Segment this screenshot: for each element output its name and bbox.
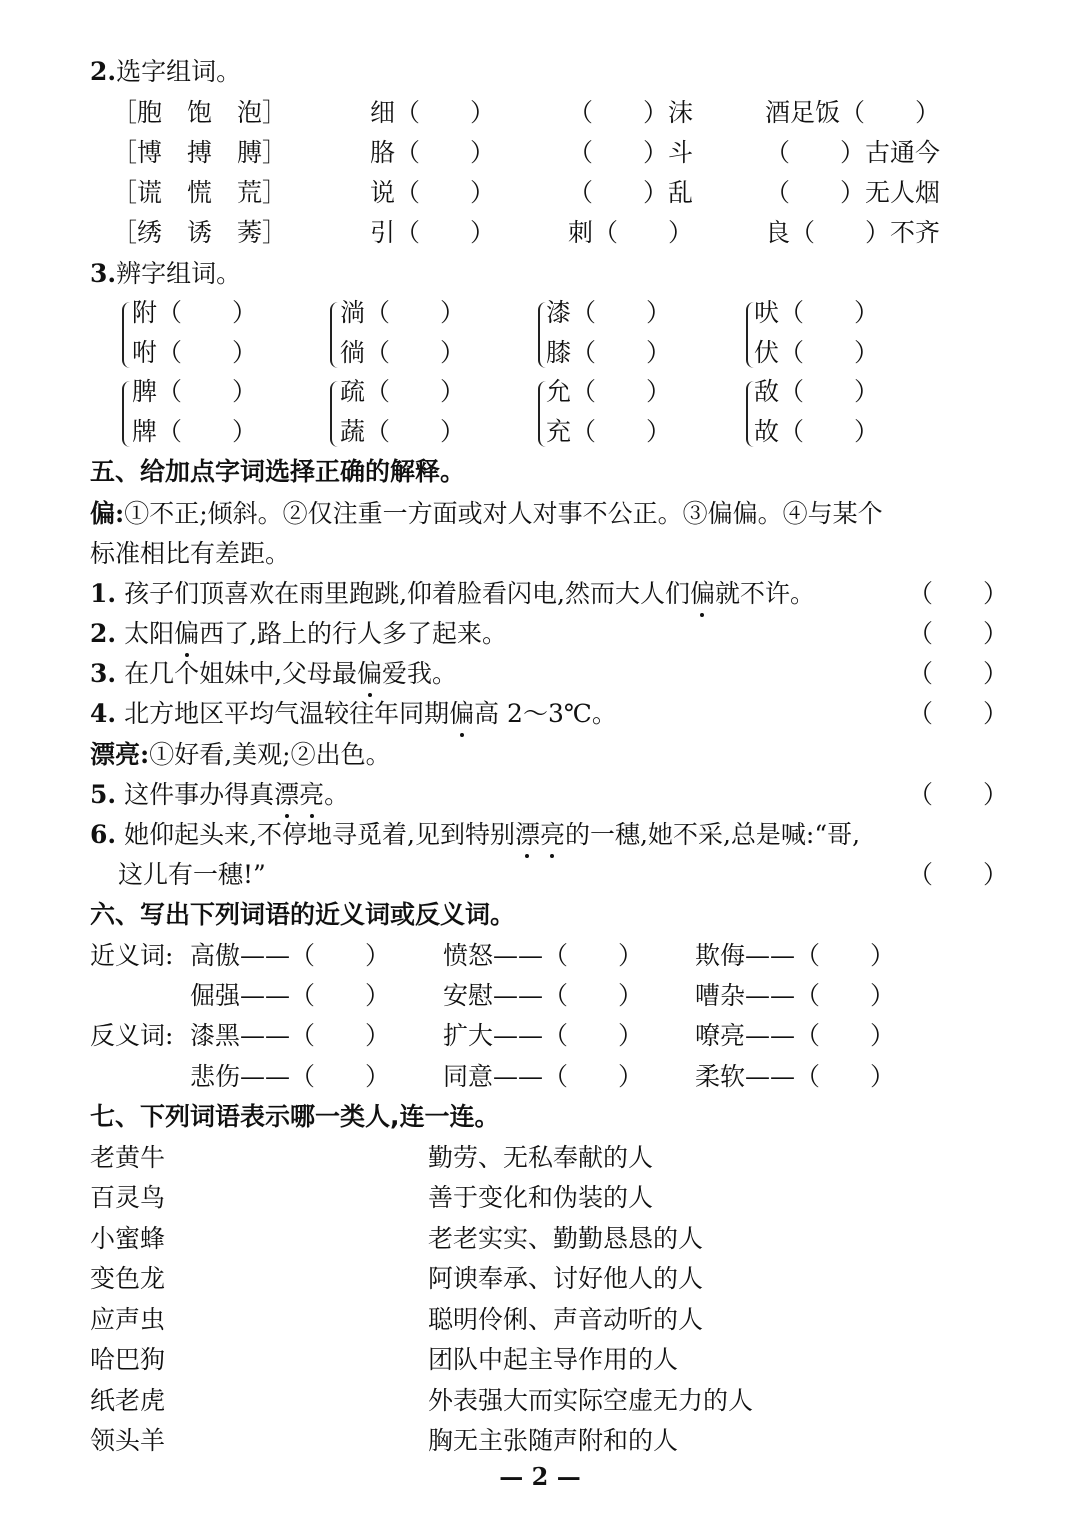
definition-piaoliang: 漂亮:①好看,美观;②出色。 [90,740,391,769]
char-pair-top[interactable]: 附（ ） [132,298,258,327]
question-4: 4. 北方地区平均气温较往年同期偏高 2～3℃。 [90,697,617,731]
word-pair[interactable]: 同意——（ ） [443,1062,644,1091]
word-pair[interactable]: 嘈杂——（ ） [695,981,896,1010]
question-5: 5. 这件事办得真漂亮。 [90,778,349,812]
definition-pian-cont: 标准相比有差距。 [90,539,291,568]
brace [538,381,546,447]
match-right-item[interactable]: 善于变化和伪装的人 [428,1183,654,1212]
char-pair-bottom[interactable]: 徜（ ） [340,338,466,367]
antonym-label: 反义词: [90,1021,174,1050]
char-pair-top[interactable]: 淌（ ） [340,298,466,327]
question-6-cont: 这儿有一穗!” [118,860,266,889]
answer-blank[interactable]: （ ） [908,780,1009,809]
answer-blank[interactable]: （ ） [908,860,1009,889]
brace [330,381,338,447]
match-right-item[interactable]: 外表强大而实际空虚无力的人 [428,1386,754,1415]
answer-blank[interactable]: （ ） [908,579,1009,608]
match-right-item[interactable]: 勤劳、无私奉献的人 [428,1143,654,1172]
brace [330,302,338,368]
char-set-1: ［胞 饱 泡］ [112,98,288,127]
word-blank[interactable]: 胳（ ） [370,138,496,167]
definition-pian: 偏:①不正;倾斜。②仅注重一方面或对人对事不公正。③偏偏。④与某个 [90,499,883,528]
char-pair-top[interactable]: 漆（ ） [546,298,672,327]
page-number: — 2 — [499,1462,581,1491]
brace [746,381,754,447]
section-5-heading: 五、给加点字词选择正确的解释。 [90,457,466,486]
match-right-item[interactable]: 老老实实、勤勤恳恳的人 [428,1224,704,1253]
word-pair[interactable]: 欺侮——（ ） [695,941,896,970]
brace [122,381,130,447]
char-pair-top[interactable]: 疏（ ） [340,377,466,406]
match-left-item[interactable]: 领头羊 [90,1426,166,1455]
synonym-label: 近义词: [90,941,174,970]
match-right-item[interactable]: 阿谀奉承、讨好他人的人 [428,1264,704,1293]
char-pair-top[interactable]: 允（ ） [546,377,672,406]
char-pair-top[interactable]: 吠（ ） [754,298,880,327]
match-left-item[interactable]: 哈巴狗 [90,1345,166,1374]
word-blank[interactable]: （ ）沫 [568,98,694,127]
word-blank[interactable]: 说（ ） [370,178,496,207]
match-right-item[interactable]: 聪明伶俐、声音动听的人 [428,1305,704,1334]
answer-blank[interactable]: （ ） [908,659,1009,688]
match-left-item[interactable]: 百灵鸟 [90,1183,166,1212]
word-blank[interactable]: （ ）乱 [568,178,694,207]
word-blank[interactable]: 引（ ） [370,218,496,247]
match-left-item[interactable]: 小蜜蜂 [90,1224,166,1253]
word-pair[interactable]: 倔强——（ ） [190,981,391,1010]
match-left-item[interactable]: 变色龙 [90,1264,166,1293]
brace [746,302,754,368]
word-blank[interactable]: 良（ ）不齐 [765,218,941,247]
word-blank[interactable]: 细（ ） [370,98,496,127]
section-2-title: 2.选字组词。 [90,57,242,86]
question-2: 2. 太阳偏西了,路上的行人多了起来。 [90,617,507,651]
word-pair[interactable]: 扩大——（ ） [443,1021,644,1050]
section-6-heading: 六、写出下列词语的近义词或反义词。 [90,900,516,929]
section-3-title: 3.辨字组词。 [90,259,242,288]
word-blank[interactable]: （ ）无人烟 [765,178,941,207]
char-set-2: ［博 搏 膊］ [112,138,288,167]
match-right-item[interactable]: 团队中起主导作用的人 [428,1345,679,1374]
answer-blank[interactable]: （ ） [908,619,1009,648]
char-pair-bottom[interactable]: 充（ ） [546,417,672,446]
match-left-item[interactable]: 老黄牛 [90,1143,166,1172]
char-pair-bottom[interactable]: 牌（ ） [132,417,258,446]
answer-blank[interactable]: （ ） [908,699,1009,728]
char-pair-bottom[interactable]: 膝（ ） [546,338,672,367]
brace [538,302,546,368]
word-blank[interactable]: 酒足饭（ ） [765,98,941,127]
match-left-item[interactable]: 应声虫 [90,1305,166,1334]
char-pair-bottom[interactable]: 蔬（ ） [340,417,466,446]
word-pair[interactable]: 漆黑——（ ） [190,1021,391,1050]
match-left-item[interactable]: 纸老虎 [90,1386,166,1415]
char-set-4: ［绣 诱 莠］ [112,218,288,247]
word-pair[interactable]: 悲伤——（ ） [190,1062,391,1091]
word-blank[interactable]: （ ）古通今 [765,138,941,167]
word-pair[interactable]: 高傲——（ ） [190,941,391,970]
word-blank[interactable]: 刺（ ） [568,218,694,247]
question-1: 1. 孩子们顶喜欢在雨里跑跳,仰着脸看闪电,然而大人们偏就不许。 [90,577,815,611]
brace [122,302,130,368]
match-right-item[interactable]: 胸无主张随声附和的人 [428,1426,679,1455]
char-pair-bottom[interactable]: 故（ ） [754,417,880,446]
word-pair[interactable]: 愤怒——（ ） [443,941,644,970]
word-blank[interactable]: （ ）斗 [568,138,694,167]
question-3: 3. 在几个姐妹中,父母最偏爱我。 [90,657,457,691]
word-pair[interactable]: 嘹亮——（ ） [695,1021,896,1050]
char-pair-bottom[interactable]: 咐（ ） [132,338,258,367]
section-7-heading: 七、下列词语表示哪一类人,连一连。 [90,1102,500,1131]
word-pair[interactable]: 安慰——（ ） [443,981,644,1010]
word-pair[interactable]: 柔软——（ ） [695,1062,896,1091]
char-set-3: ［谎 慌 荒］ [112,178,288,207]
question-6: 6. 她仰起头来,不停地寻觅着,见到特别漂亮的一穗,她不采,总是喊:“哥, [90,818,860,852]
char-pair-top[interactable]: 敌（ ） [754,377,880,406]
char-pair-bottom[interactable]: 伏（ ） [754,338,880,367]
char-pair-top[interactable]: 脾（ ） [132,377,258,406]
